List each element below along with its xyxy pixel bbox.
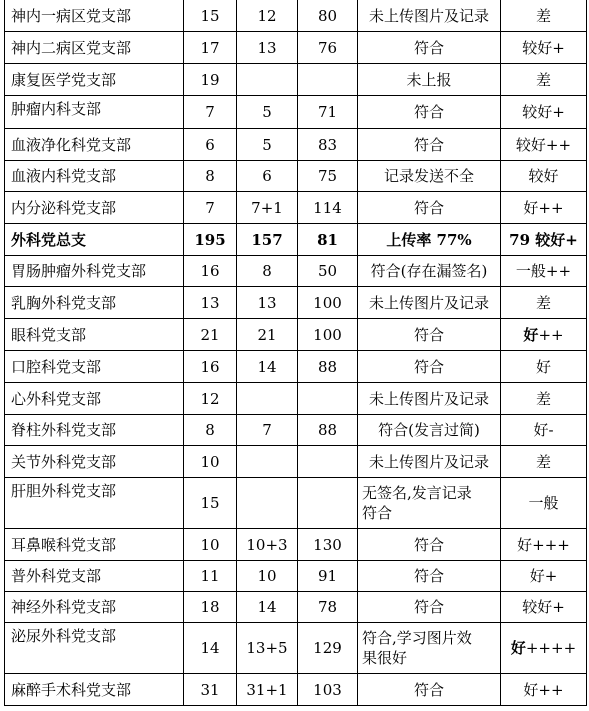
grade: 差 bbox=[501, 383, 587, 415]
rate bbox=[298, 383, 358, 415]
count-a: 17 bbox=[184, 32, 237, 64]
grade: 好 bbox=[501, 351, 587, 383]
count-a: 15 bbox=[184, 0, 237, 32]
grade: 一般++ bbox=[501, 256, 587, 287]
branch-name: 心外科党支部 bbox=[5, 383, 184, 415]
count-a: 16 bbox=[184, 256, 237, 287]
count-b: 13 bbox=[237, 32, 298, 64]
grade-suffix: ++ bbox=[538, 325, 564, 344]
count-a: 15 bbox=[184, 478, 237, 529]
branch-name: 血液净化科党支部 bbox=[5, 129, 184, 161]
branch-name: 脊柱外科党支部 bbox=[5, 415, 184, 446]
table-row bbox=[5, 446, 587, 478]
grade bbox=[501, 623, 587, 674]
grade: 好- bbox=[501, 415, 587, 446]
count-a: 14 bbox=[184, 623, 237, 674]
count-b bbox=[237, 383, 298, 415]
record-status: 符合 bbox=[358, 96, 501, 129]
branch-name: 口腔科党支部 bbox=[5, 351, 184, 383]
record-status bbox=[358, 623, 501, 674]
count-a: 31 bbox=[184, 674, 237, 706]
count-b: 31+1 bbox=[237, 674, 298, 706]
table-row bbox=[5, 623, 587, 674]
count-a: 19 bbox=[184, 64, 237, 96]
rate: 129 bbox=[298, 623, 358, 674]
count-b: 13 bbox=[237, 287, 298, 319]
table-row bbox=[5, 256, 587, 287]
count-b: 5 bbox=[237, 129, 298, 161]
record-status: 未上传图片及记录 bbox=[358, 446, 501, 478]
table-row bbox=[5, 192, 587, 224]
count-a: 13 bbox=[184, 287, 237, 319]
table-row bbox=[5, 287, 587, 319]
rate: 71 bbox=[298, 96, 358, 129]
count-b bbox=[237, 478, 298, 529]
record-status: 符合 bbox=[358, 592, 501, 623]
rate: 100 bbox=[298, 319, 358, 351]
count-b: 7 bbox=[237, 415, 298, 446]
branch-name: 外科党总支 bbox=[5, 224, 184, 256]
table-row bbox=[5, 0, 587, 32]
count-a: 21 bbox=[184, 319, 237, 351]
count-b: 14 bbox=[237, 592, 298, 623]
grade: 较好++ bbox=[501, 129, 587, 161]
grade-emphasis: 好 bbox=[523, 325, 539, 344]
table-row bbox=[5, 129, 587, 161]
rate: 50 bbox=[298, 256, 358, 287]
count-b: 7+1 bbox=[237, 192, 298, 224]
count-b: 10+3 bbox=[237, 529, 298, 561]
count-b: 14 bbox=[237, 351, 298, 383]
record-status: 符合(发言过简) bbox=[358, 415, 501, 446]
branch-name: 乳胸外科党支部 bbox=[5, 287, 184, 319]
table-row bbox=[5, 592, 587, 623]
record-line: 符合,学习图片效 bbox=[362, 629, 472, 647]
branch-name: 泌尿外科党支部 bbox=[5, 623, 184, 674]
rate: 75 bbox=[298, 161, 358, 192]
record-status: 符合 bbox=[358, 192, 501, 224]
count-b: 8 bbox=[237, 256, 298, 287]
record-status: 符合 bbox=[358, 319, 501, 351]
branch-name: 眼科党支部 bbox=[5, 319, 184, 351]
grade: 较好+ bbox=[501, 32, 587, 64]
grade: 较好+ bbox=[501, 592, 587, 623]
grade: 差 bbox=[501, 0, 587, 32]
table-row bbox=[5, 383, 587, 415]
table-row-summary bbox=[5, 224, 587, 256]
count-a: 8 bbox=[184, 161, 237, 192]
branch-name: 肝胆外科党支部 bbox=[5, 478, 184, 529]
table-row bbox=[5, 32, 587, 64]
branch-name: 康复医学党支部 bbox=[5, 64, 184, 96]
rate: 91 bbox=[298, 561, 358, 592]
rate: 88 bbox=[298, 415, 358, 446]
record-status: 未上传图片及记录 bbox=[358, 287, 501, 319]
count-b: 6 bbox=[237, 161, 298, 192]
record-status: 未上传图片及记录 bbox=[358, 383, 501, 415]
rate bbox=[298, 478, 358, 529]
rate: 76 bbox=[298, 32, 358, 64]
record-status: 上传率 77% bbox=[358, 224, 501, 256]
branch-name: 关节外科党支部 bbox=[5, 446, 184, 478]
branch-name: 神内二病区党支部 bbox=[5, 32, 184, 64]
record-status: 符合 bbox=[358, 129, 501, 161]
table-row bbox=[5, 351, 587, 383]
record-status: 符合(存在漏签名) bbox=[358, 256, 501, 287]
record-status: 未上报 bbox=[358, 64, 501, 96]
count-b bbox=[237, 446, 298, 478]
rate: 80 bbox=[298, 0, 358, 32]
grade: 差 bbox=[501, 287, 587, 319]
rate: 100 bbox=[298, 287, 358, 319]
rate: 83 bbox=[298, 129, 358, 161]
count-b: 10 bbox=[237, 561, 298, 592]
table-row bbox=[5, 96, 587, 129]
count-b: 5 bbox=[237, 96, 298, 129]
table-row bbox=[5, 64, 587, 96]
count-a: 10 bbox=[184, 446, 237, 478]
count-a: 12 bbox=[184, 383, 237, 415]
rate: 114 bbox=[298, 192, 358, 224]
grade-emphasis: 好 bbox=[510, 639, 526, 657]
branch-name: 麻醉手术科党支部 bbox=[5, 674, 184, 706]
record-line: 无签名,发言记录 bbox=[362, 484, 472, 502]
grade: 较好 bbox=[501, 161, 587, 192]
record-status: 符合 bbox=[358, 674, 501, 706]
count-b bbox=[237, 64, 298, 96]
branch-evaluation-table bbox=[4, 0, 587, 706]
grade: 较好+ bbox=[501, 96, 587, 129]
branch-name: 神经外科党支部 bbox=[5, 592, 184, 623]
grade: 差 bbox=[501, 446, 587, 478]
table-row bbox=[5, 529, 587, 561]
grade: 差 bbox=[501, 64, 587, 96]
rate: 78 bbox=[298, 592, 358, 623]
record-status: 符合 bbox=[358, 529, 501, 561]
record-status bbox=[358, 478, 501, 529]
count-a: 195 bbox=[184, 224, 237, 256]
branch-name: 耳鼻喉科党支部 bbox=[5, 529, 184, 561]
branch-name: 血液内科党支部 bbox=[5, 161, 184, 192]
count-b: 157 bbox=[237, 224, 298, 256]
count-a: 11 bbox=[184, 561, 237, 592]
rate: 103 bbox=[298, 674, 358, 706]
count-a: 7 bbox=[184, 96, 237, 129]
grade: 好+++ bbox=[501, 529, 587, 561]
count-a: 10 bbox=[184, 529, 237, 561]
rate: 88 bbox=[298, 351, 358, 383]
table-row bbox=[5, 319, 587, 351]
branch-name: 内分泌科党支部 bbox=[5, 192, 184, 224]
record-status: 符合 bbox=[358, 32, 501, 64]
branch-name: 胃肠肿瘤外科党支部 bbox=[5, 256, 184, 287]
rate bbox=[298, 64, 358, 96]
count-b: 21 bbox=[237, 319, 298, 351]
grade bbox=[501, 319, 587, 351]
table-row bbox=[5, 478, 587, 529]
branch-name: 肿瘤内科支部 bbox=[5, 96, 184, 129]
grade-suffix: ++++ bbox=[525, 639, 577, 657]
count-a: 7 bbox=[184, 192, 237, 224]
grade: 好++ bbox=[501, 192, 587, 224]
branch-name: 普外科党支部 bbox=[5, 561, 184, 592]
count-a: 18 bbox=[184, 592, 237, 623]
grade: 79 较好+ bbox=[501, 224, 587, 256]
record-line: 符合 bbox=[362, 504, 393, 522]
table-row bbox=[5, 674, 587, 706]
count-b: 12 bbox=[237, 0, 298, 32]
grade: 一般 bbox=[501, 478, 587, 529]
table-row bbox=[5, 415, 587, 446]
record-status: 未上传图片及记录 bbox=[358, 0, 501, 32]
rate: 81 bbox=[298, 224, 358, 256]
grade: 好++ bbox=[501, 674, 587, 706]
count-a: 8 bbox=[184, 415, 237, 446]
record-status: 符合 bbox=[358, 351, 501, 383]
rate bbox=[298, 446, 358, 478]
count-a: 16 bbox=[184, 351, 237, 383]
record-line: 果很好 bbox=[362, 649, 408, 667]
table-row bbox=[5, 161, 587, 192]
count-a: 6 bbox=[184, 129, 237, 161]
count-b: 13+5 bbox=[237, 623, 298, 674]
grade: 好+ bbox=[501, 561, 587, 592]
table-row bbox=[5, 561, 587, 592]
branch-name: 神内一病区党支部 bbox=[5, 0, 184, 32]
rate: 130 bbox=[298, 529, 358, 561]
record-status: 记录发送不全 bbox=[358, 161, 501, 192]
record-status: 符合 bbox=[358, 561, 501, 592]
